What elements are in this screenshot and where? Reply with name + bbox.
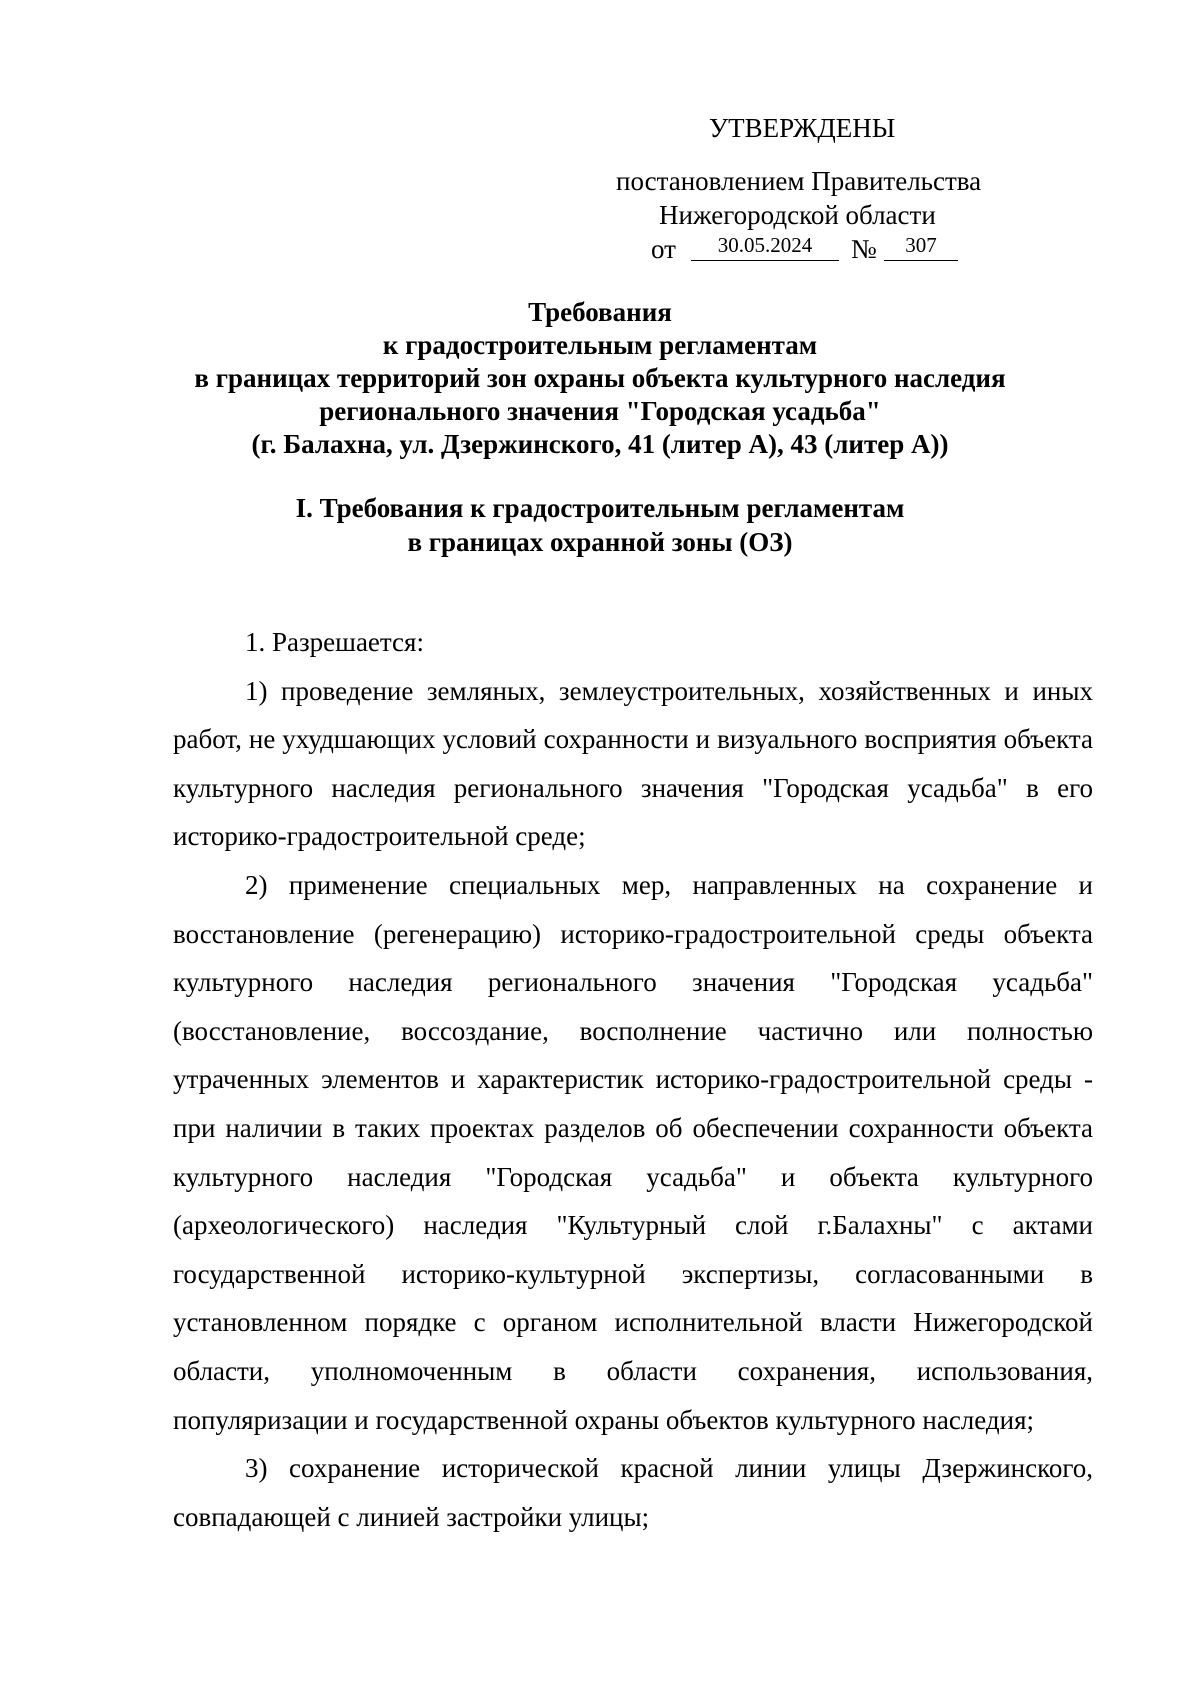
approval-authority-line1: постановлением Правительства xyxy=(616,166,982,196)
title-line-2: к градостроительным регламентам xyxy=(382,330,818,360)
paragraph-item-2: 2) применение специальных мер, направленных на сохранение и восстановление (регенерацию) историко-градостроительной среды объекта культурного наследия регионального значения "Городская усадьба" (восстановление, воссоздание, восполнение частично или полностью утраченных элементов и характеристик историко-градостроительной среды - при наличии в таких проектах разделов об обеспечении сохранности объекта культурного наследия "Городская усадьба" и объекта культурного (археологического) наследия "Культурный слой г.Балахны" с актами государственной историко-культурной экспертизы, согласованными в установленном порядке с органом исполнительной власти Нижегородской области, уполномоченным в области сохранения, использования, популяризации и государственной охраны объектов культурного наследия; xyxy=(173,869,1093,1435)
paragraph-item-3: 3) сохранение исторической красной линии улицы Дзержинского, совпадающей с линией застройки улицы; xyxy=(173,1453,1093,1532)
paragraph-item-1: 1) проведение земляных, землеустроительных, хозяйственных и иных работ, не ухудшающих условий сохранности и визуального восприятия объекта культурного наследия регионального значения "Городская усадьба" в его историко-градостроительной среде; xyxy=(173,675,1093,852)
paragraph-1: 1. Разрешается: xyxy=(245,627,424,657)
section-heading xyxy=(0,491,1200,559)
title-line-1: Требования xyxy=(528,297,672,327)
approval-number: 307 xyxy=(884,232,958,261)
document-title xyxy=(0,296,1200,461)
number-sign: № xyxy=(851,234,877,264)
approval-authority-line2: Нижегородской области xyxy=(659,200,936,230)
title-line-3: в границах территорий зон охраны объекта культурного наследия xyxy=(194,363,1006,393)
approval-date-row xyxy=(651,232,971,266)
approval-date: 30.05.2024 xyxy=(691,232,839,261)
document-body xyxy=(173,618,1093,1541)
approval-title: УТВЕРЖДЕНЫ xyxy=(709,113,896,143)
date-prefix: от xyxy=(651,234,676,264)
section-heading-line-2: в границах охранной зоны (ОЗ) xyxy=(407,527,793,557)
title-line-4: регионального значения "Городская усадьба" xyxy=(319,396,881,426)
title-line-5: (г. Балахна, ул. Дзержинского, 41 (литер А), 43 (литер А)) xyxy=(251,429,949,459)
section-heading-line-1: I. Требования к градостроительным регламентам xyxy=(295,493,905,523)
